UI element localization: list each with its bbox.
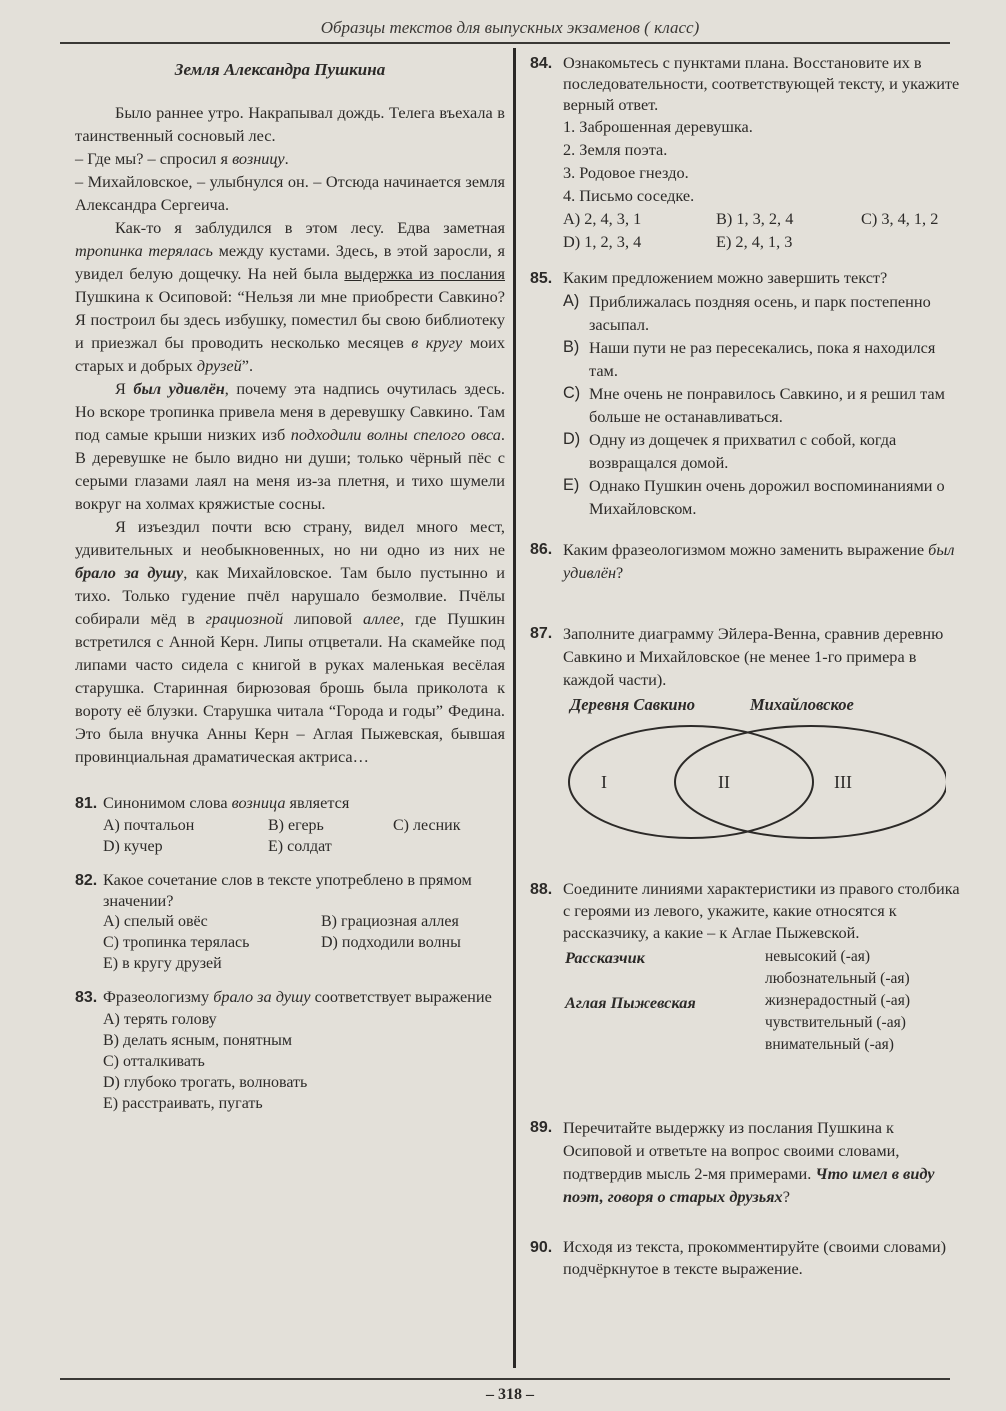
plan-item-2: 2. Земля поэта. [563, 140, 668, 159]
trait-1: невысокий (-ая) [765, 948, 871, 965]
option-e[interactable]: E) Однако Пушкин очень дорожил воспоминаниями о Михайловском. [563, 476, 945, 518]
option-a[interactable]: A) терять голову [103, 1011, 217, 1028]
option-e[interactable]: E) в кругу друзей [103, 955, 222, 972]
trait-5: внимательный (-ая) [765, 1036, 894, 1053]
option-d[interactable]: D) кучер [103, 838, 163, 855]
option-c[interactable]: C) тропинка терялась [103, 934, 250, 951]
question-90: 90. Исходя из текста, прокомментируйте (своими словами) подчёркнутое в тексте выражение. [530, 1237, 947, 1278]
question-88: 88. Соедините линиями характеристики из правого столбика с героями из левого, укажите, какие относятся к рассказчику, а какие – к Аглае Пыжевской. Рассказчик Аглая Пыжевская невысокий (-ая) любознательный (-ая) жизнерадостный (-ая) чувствительный (-ая) внимательный (-ая) [530, 878, 960, 1056]
question-89: 89. Перечитайте выдержку из послания Пушкина к Осиповой и ответьте на вопрос своими словами, подтвердив мысль 2-мя примерами. Что имел в виду поэт, говоря о старых друзьях? [530, 1118, 935, 1206]
question-82: 82. Какое сочетание слов в тексте употреблено в прямом значении? A) спелый овёс B) грациозная аллея C) тропинка терялась D) подходили волны E) в кругу друзей [75, 870, 472, 972]
question-number: 85. [530, 270, 553, 287]
question-number: 88. [530, 881, 553, 898]
header-rule [60, 42, 950, 44]
option-d[interactable]: D) подходили волны [321, 934, 461, 951]
question-86: 86. Каким фразеологизмом можно заменить выражение был удивлён? [530, 540, 955, 582]
venn-right-label: Михайловское [750, 695, 854, 714]
question-number: 90. [530, 1239, 553, 1256]
option-e[interactable]: E) 2, 4, 1, 3 [716, 232, 793, 251]
option-c[interactable]: C) лесник [393, 817, 461, 834]
option-d[interactable]: D) Одну из дощечек я прихватил с собой, когда возвращался домой. [563, 430, 897, 472]
option-b[interactable]: B) делать ясным, понятным [103, 1032, 293, 1049]
question-number: 86. [530, 541, 553, 558]
venn-diagram [566, 724, 946, 844]
option-c[interactable]: C) Мне очень не понравилось Савкино, и я решил там больше не останавливаться. [563, 384, 945, 426]
option-a[interactable]: A) 2, 4, 3, 1 [563, 209, 642, 228]
footer-rule [60, 1378, 950, 1380]
option-a[interactable]: A) почтальон [103, 817, 195, 834]
paragraph-3: – Михайловское, – улыбнулся он. – Отсюда начинается земля Александра Сергеича. [75, 172, 505, 214]
venn-region-1: I [601, 772, 607, 792]
option-b[interactable]: B) Наши пути не раз пересекались, пока я находился там. [563, 338, 936, 380]
option-a[interactable]: A) спелый овёс [103, 913, 208, 930]
option-b[interactable]: B) егерь [268, 817, 324, 834]
venn-region-2: II [718, 772, 730, 792]
option-e[interactable]: E) расстраивать, пугать [103, 1095, 263, 1112]
option-e[interactable]: E) солдат [268, 838, 332, 855]
page-number: – 318 – [486, 1386, 534, 1403]
trait-2: любознательный (-ая) [765, 970, 910, 987]
hero-narrator: Рассказчик [565, 948, 645, 967]
paragraph-5: Я был удивлён, почему эта надпись очутилась здесь. Но вскоре тропинка привела меня в деревушку Савкино. Там под самые крыши низких изб подходили волны спелого овса. В деревушке не было видно ни души; только чёрный пёс с серыми глазами лаял на меня из-за плетня, и тихо шумели вокруг на холмах кряжистые сосны. [75, 379, 505, 513]
paragraph-4: Как-то я заблудился в этом лесу. Едва заметная тропинка терялась между кустами. Здесь, в этой заросли, я увидел белую дощечку. На ней была выдержка из послания Пушкина к Осиповой: “Нельзя ли мне приобрести Савкино? Я построил бы здесь избушку, поместил бы свою библиотеку и приезжал бы проводить несколько месяцев в кругу моих старых и добрых друзей”. [75, 218, 506, 375]
page-header: Образцы текстов для выпускных экзаменов ( класс) [320, 18, 700, 37]
question-number: 81. [75, 795, 98, 812]
question-83: 83. Фразеологизму брало за душу соответствует выражение A) терять голову B) делать ясным, понятным C) отталкивать D) глубоко трогать, волновать E) расстраивать, пугать [75, 986, 505, 1114]
paragraph-6: Я изъездил почти всю страну, видел много мест, удивительных и необыкновенных, но ни одно из них не брало за душу, как Михайловское. Там было пустынно и тихо. Только гудение пчёл нарушало безмолвие. Пчёлы собирали мёд в грациозной липовой аллее, где Пушкин встретился с Анной Керн. Липы отцветали. На скамейке под липами часто сидела с книгой в руках маленькая весёлая старушка. Старинная бирюзовая брошь была приколота к вороту её блузки. Старушка читала “Города и годы” Федина. Это была внучка Анны Керн – Аглая Пыжевская, бывшая провинциальная драматическая актриса… [75, 517, 505, 766]
option-d[interactable]: D) глубоко трогать, волновать [103, 1074, 308, 1091]
question-number: 83. [75, 989, 98, 1006]
option-b[interactable]: B) грациозная аллея [321, 913, 459, 930]
question-81: 81. Синонимом слова возница является A) почтальон B) егерь C) лесник D) кучер E) солдат [75, 793, 461, 855]
venn-left-label: Деревня Савкино [570, 695, 696, 714]
left-column [75, 58, 505, 1114]
question-84: 84. Ознакомьтесь с пунктами плана. Восстановите их в последовательности, соответствующей тексту, и укажите верный ответ. 1. Заброшенная деревушка. 2. Земля поэта. 3. Родовое гнездо. 4. Письмо соседке. A) 2, 4, 3, 1 B) 1, 3, 2, 4 C) 3, 4, 1, 2 D) 1, 2, 3, 4 E) 2, 4, 1, 3 [530, 53, 960, 251]
venn-right-ellipse [675, 726, 946, 838]
option-c[interactable]: C) отталкивать [103, 1053, 205, 1070]
right-column [530, 52, 960, 1280]
option-c[interactable]: C) 3, 4, 1, 2 [861, 209, 939, 228]
question-85: 85. Каким предложением можно завершить текст? A) Приближалась поздняя осень, и парк постепенно засыпал. B) Наши пути не раз пересекались, пока я находился там. C) Мне очень не понравилось Савкино, и я решил там больше не останавливаться. D) Одну из дощечек я прихватил с собой, когда возвращался домой. E) Однако Пушкин очень дорожил воспоминаниями о Михайловском. [530, 267, 960, 520]
question-number: 82. [75, 872, 98, 889]
plan-item-1: 1. Заброшенная деревушка. [563, 117, 753, 136]
question-87: 87. Заполните диаграмму Эйлера-Венна, сравнив деревню Савкино и Михайловское (не менее 1-го примера в каждой части). Деревня Савкино Михайловское I II III [530, 622, 960, 850]
underlined-phrase: выдержка из послания [344, 264, 506, 283]
option-d[interactable]: D) 1, 2, 3, 4 [563, 232, 642, 251]
column-divider [513, 48, 516, 1368]
venn-region-3: III [834, 772, 852, 792]
plan-item-3: 3. Родовое гнездо. [563, 163, 689, 182]
text-title: Земля Александра Пушкина [174, 60, 386, 79]
option-a[interactable]: A) Приближалась поздняя осень, и парк постепенно засыпал. [563, 292, 931, 334]
trait-3: жизнерадостный (-ая) [765, 992, 910, 1009]
paragraph-2: – Где мы? – спросил я возницу. [75, 149, 289, 168]
hero-aglaya: Аглая Пыжевская [565, 993, 696, 1012]
option-b[interactable]: B) 1, 3, 2, 4 [716, 209, 794, 228]
plan-item-4: 4. Письмо соседке. [563, 186, 695, 205]
paragraph-1: Было раннее утро. Накрапывал дождь. Телега въехала в таинственный сосновый лес. [75, 103, 505, 145]
question-number: 89. [530, 1119, 553, 1136]
trait-4: чувствительный (-ая) [765, 1014, 906, 1031]
question-number: 84. [530, 55, 553, 72]
question-number: 87. [530, 625, 553, 642]
